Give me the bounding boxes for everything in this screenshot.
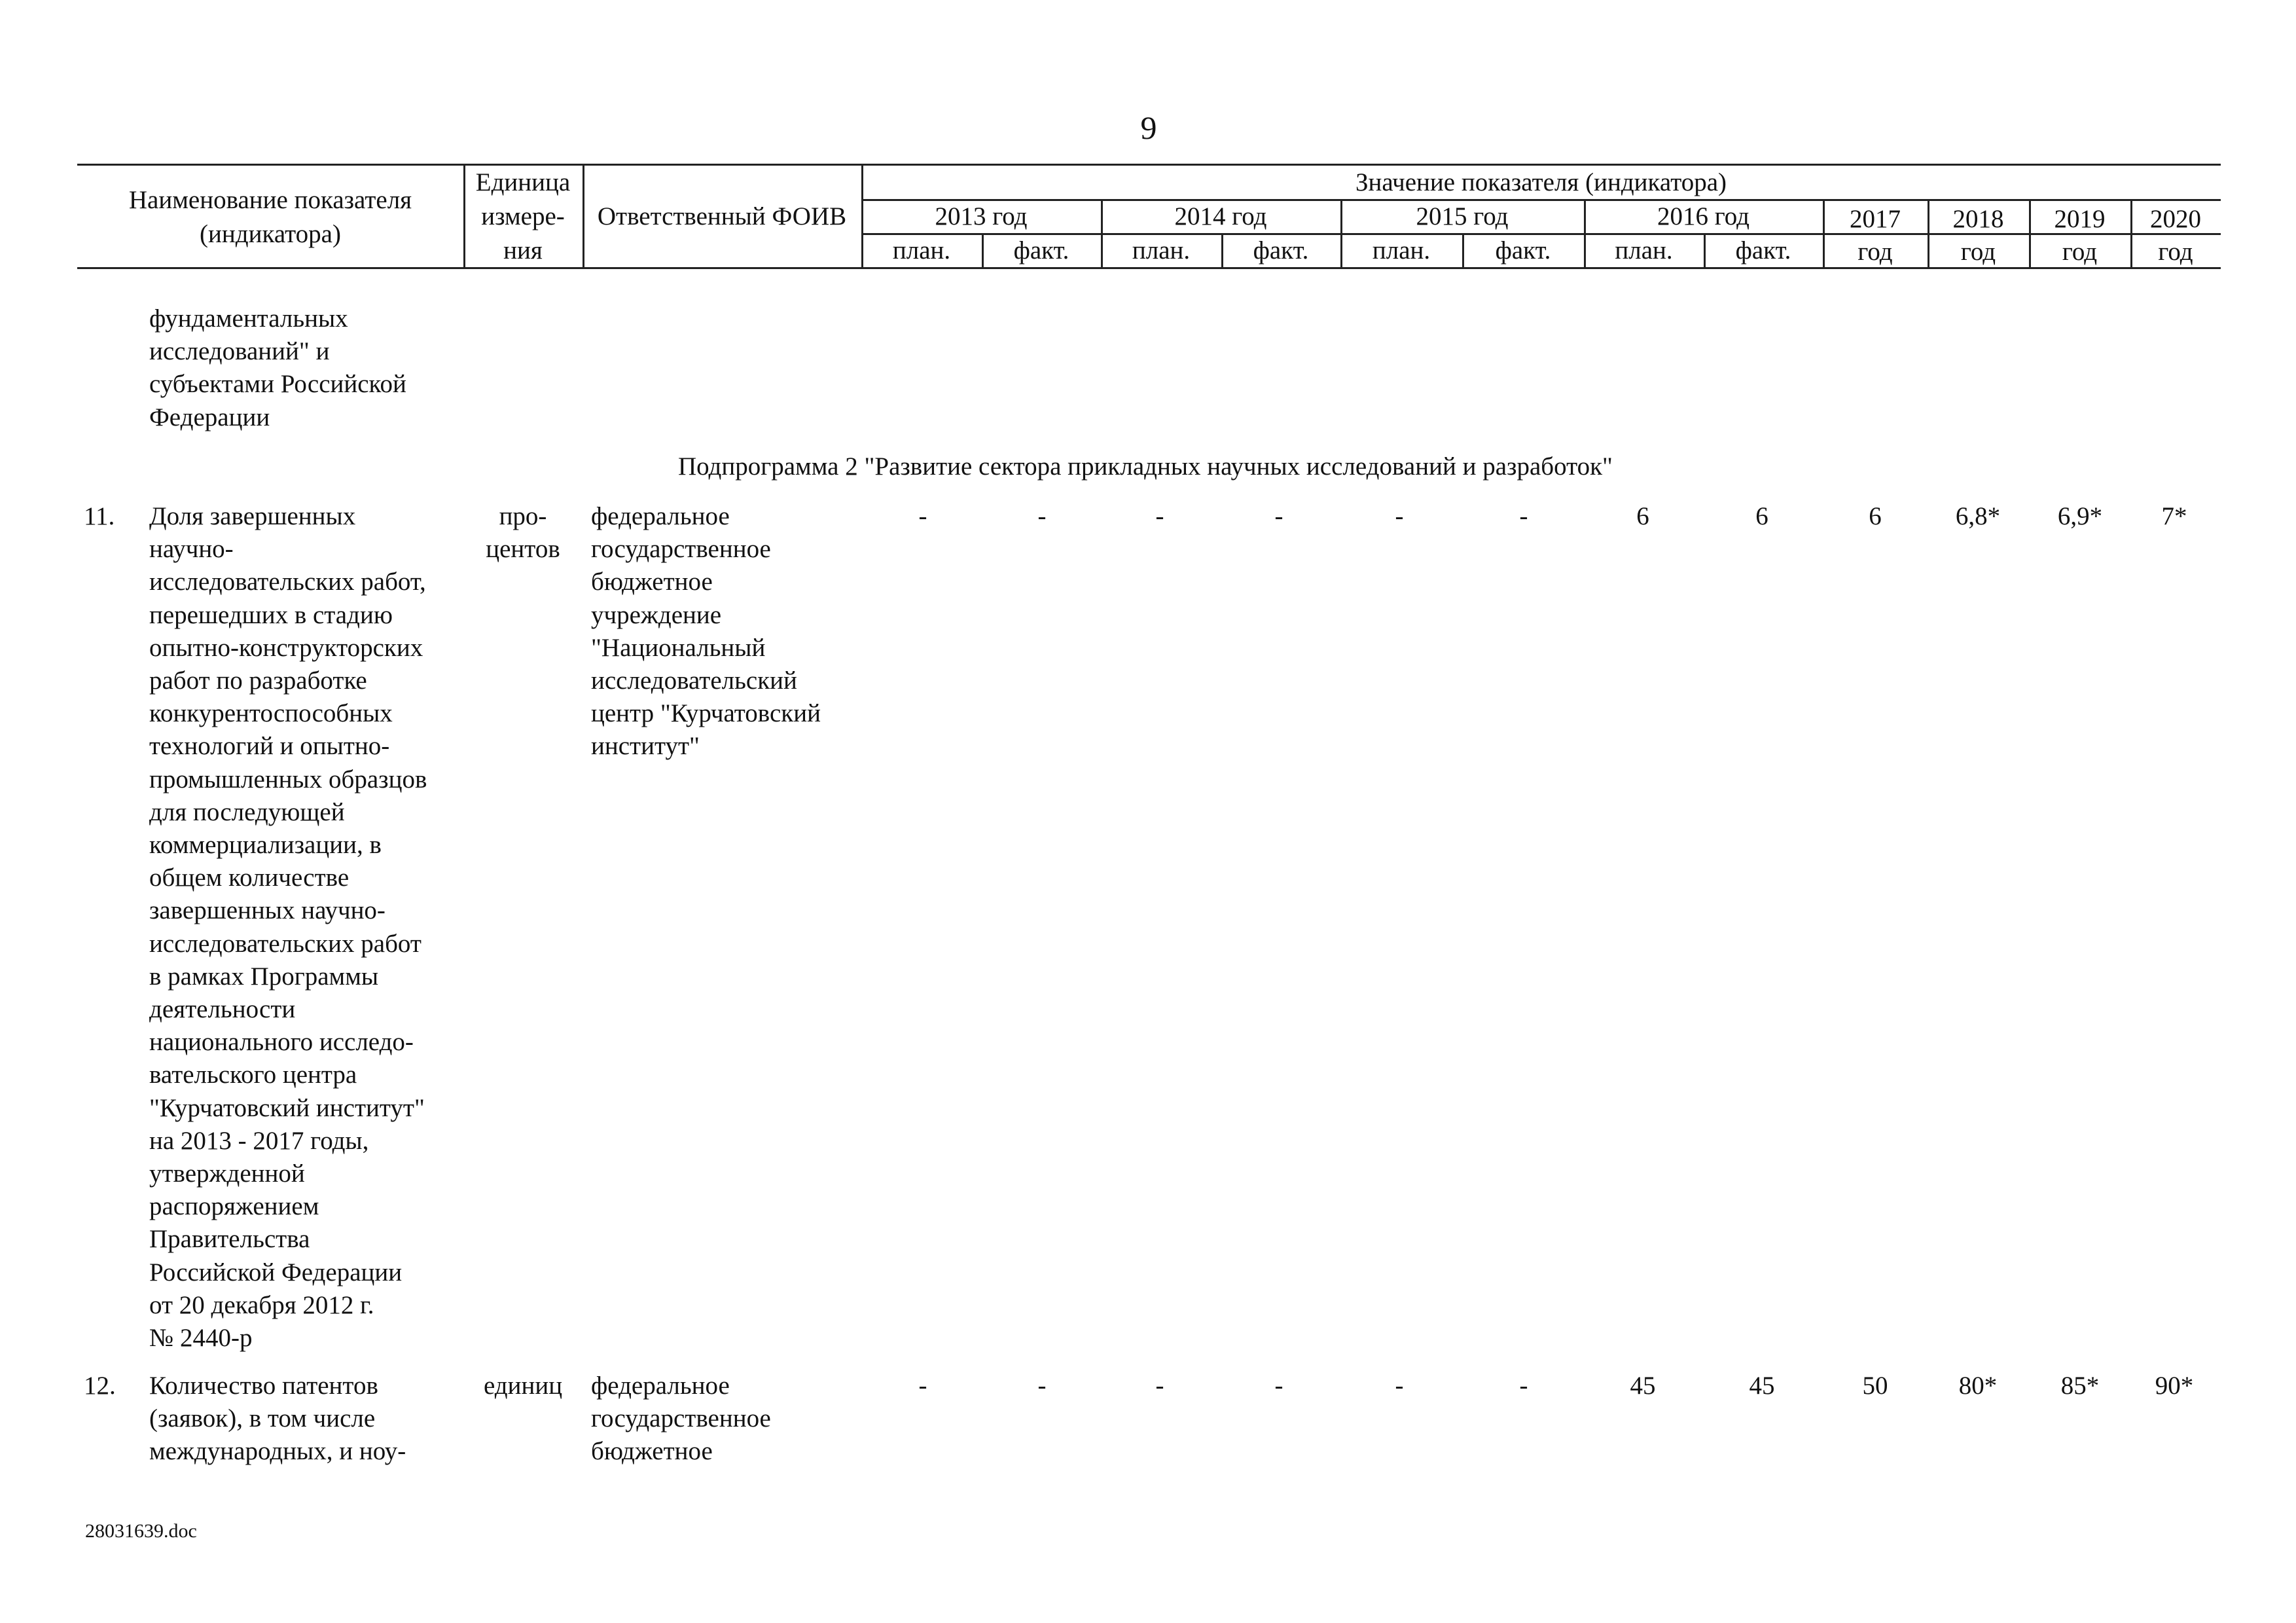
value-2019: 85* xyxy=(2060,1372,2100,1400)
value-2014-fact: - xyxy=(1274,502,1283,530)
value-2015-fact: - xyxy=(1519,502,1528,530)
value-2015-plan: - xyxy=(1395,502,1404,530)
header-fact: факт. xyxy=(1253,236,1309,264)
header-year-suffix: год xyxy=(2062,238,2098,266)
value-2013-plan: - xyxy=(918,1372,927,1400)
value-2014-plan: - xyxy=(1155,1372,1164,1400)
value-2016-fact: 45 xyxy=(1749,1372,1775,1400)
document-filename: 28031639.doc xyxy=(85,1520,197,1542)
header-year-2017: 2017 xyxy=(1850,205,1901,233)
value-2020: 7* xyxy=(2161,502,2187,530)
header-year-2013: 2013 год xyxy=(935,202,1028,230)
row-unit: единиц xyxy=(483,1372,563,1400)
value-2013-plan: - xyxy=(918,502,927,530)
header-plan: план. xyxy=(892,236,951,264)
value-2020: 90* xyxy=(2155,1372,2194,1400)
header-year-2016: 2016 год xyxy=(1657,202,1749,230)
header-plan: план. xyxy=(1615,236,1673,264)
row-indicator-name: Количество патентов (заявок), в том числе международных, и ноу- xyxy=(149,1372,406,1466)
header-year-2014: 2014 год xyxy=(1174,202,1267,230)
value-2016-plan: 45 xyxy=(1630,1372,1656,1400)
header-unit-line2: измере- xyxy=(481,202,565,230)
header-year-2019: 2019 xyxy=(2054,205,2106,233)
row-number: 12. xyxy=(84,1372,116,1400)
value-2015-plan: - xyxy=(1395,1372,1404,1400)
value-2018: 6,8* xyxy=(1955,502,2001,530)
value-2013-fact: - xyxy=(1037,502,1047,530)
value-2016-fact: 6 xyxy=(1755,502,1768,530)
value-2017: 6 xyxy=(1869,502,1882,530)
subprogram-heading: Подпрограмма 2 "Развитие сектора прикладных научных исследований и разработок" xyxy=(678,452,1613,481)
value-2018: 80* xyxy=(1958,1372,1998,1400)
value-2014-fact: - xyxy=(1274,1372,1283,1400)
header-fact: факт. xyxy=(1013,236,1069,264)
value-2015-fact: - xyxy=(1519,1372,1528,1400)
header-year-2018: 2018 xyxy=(1952,205,2004,233)
value-2016-plan: 6 xyxy=(1636,502,1649,530)
header-value-group: Значение показателя (индикатора) xyxy=(1355,168,1727,196)
page-number: 9 xyxy=(1140,109,1157,146)
header-top-rule xyxy=(77,164,2221,166)
row-unit: про- центов xyxy=(486,502,560,564)
header-fact: факт. xyxy=(1495,236,1551,264)
header-year-suffix: год xyxy=(1857,238,1893,266)
header-foiv-col: Ответственный ФОИВ xyxy=(597,202,847,230)
header-year-2015: 2015 год xyxy=(1416,202,1509,230)
value-2019: 6,9* xyxy=(2057,502,2103,530)
header-plan: план. xyxy=(1372,236,1431,264)
value-2014-plan: - xyxy=(1155,502,1164,530)
header-unit-line1: Единица xyxy=(475,168,571,196)
header-plan: план. xyxy=(1132,236,1191,264)
header-name-col: Наименование показателя (индикатора) xyxy=(128,186,412,248)
row-number: 11. xyxy=(84,502,115,530)
header-fact: факт. xyxy=(1735,236,1791,264)
header-year-2020: 2020 xyxy=(2150,205,2201,233)
row-responsible-foiv: федеральное государственное бюджетное xyxy=(591,1372,771,1466)
header-unit-line3: ния xyxy=(503,236,543,264)
continuation-text: фундаментальных исследований" и субъектами Российской Федерации xyxy=(149,304,406,431)
header-year-suffix: год xyxy=(1960,238,1996,266)
row-responsible-foiv: федеральное государственное бюджетное учреждение "Национальный исследовательский центр "Курчатовский институт" xyxy=(591,502,821,761)
header-year-suffix: год xyxy=(2158,238,2193,266)
value-2013-fact: - xyxy=(1037,1372,1047,1400)
row-indicator-name: Доля завершенных научно- исследовательских работ, перешедших в стадию опытно-конструкторских работ по разработке конкурентоспособных технологий и опытно- промышленных образцов для последующей коммерциализации, в общем количестве завершенных научно- исследовательских работ в рамках Программы деятельности национального исследо- вательского центра "Курчатовский институт" на 2013 - 2017 годы, утвержденной распоряжением Правительства Российской Федерации от 20 декабря 2012 г. № 2440-р xyxy=(149,502,427,1353)
value-2017: 50 xyxy=(1862,1372,1888,1400)
